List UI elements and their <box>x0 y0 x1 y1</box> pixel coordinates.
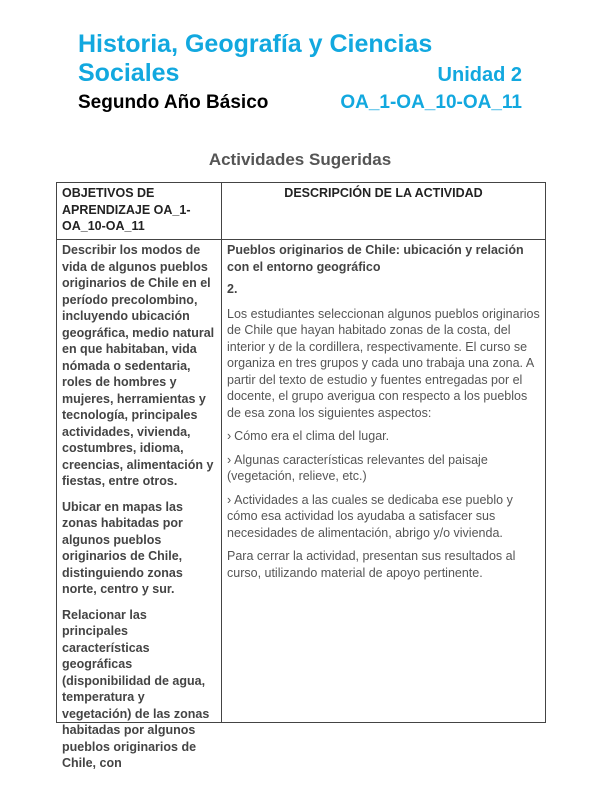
activity-number: 2. <box>227 282 238 296</box>
document-header <box>78 30 528 114</box>
objective-item: Relacionar las principales características geográficas (disponibilidad de agua, temperatura y vegetación) de las zonas habitadas por algunos pueblos originarios de Chile, con <box>62 607 210 770</box>
objective-item: Describir los modos de vida de algunos pueblos originarios de Chile en el período precolombino, incluyendo ubicación geográfica, medio natural en que habitaban, vida nómada o sedentaria, roles de hombres y mujeres, herramientas y tecnología, principales actividades, vivienda, costumbres, idioma, creencias, alimentación y fiestas, entre otros. <box>62 243 215 488</box>
subject-title-line-2: Sociales <box>78 59 180 87</box>
activity-bullet <box>227 492 540 542</box>
objectives-cell <box>57 240 222 770</box>
subject-title-row <box>78 59 528 88</box>
oa-codes: OA_1-OA_10-OA_11 <box>340 92 522 113</box>
activity-title: Pueblos originarios de Chile: ubicación y relación con el entorno geográfico <box>227 243 524 274</box>
bullet-mark: › <box>227 429 232 443</box>
bullet-text: Cómo era el clima del lugar. <box>234 429 390 443</box>
bullet-mark: › <box>227 452 232 467</box>
activities-table <box>56 182 546 770</box>
bullet-text: Algunas características relevantes del paisaje (vegetación, relieve, etc.) <box>227 452 488 483</box>
subject-title-line-1: Historia, Geografía y Ciencias <box>78 30 433 58</box>
objectives-list <box>62 242 216 770</box>
description-column-header: DESCRIPCIÓN DE LA ACTIVIDAD <box>222 183 546 240</box>
activity-description-cell <box>222 240 546 723</box>
activity-bullet <box>227 428 540 445</box>
grade-row <box>78 92 528 114</box>
grade-label: Segundo Año Básico <box>78 92 269 113</box>
bullet-text: Actividades a las cuales se dedicaba ese pueblo y cómo esa actividad los ayudaba a satisfacer sus necesidades de alimentación, abrigo y/o vivienda. <box>227 492 513 540</box>
table-header-row <box>57 183 546 240</box>
objectives-column-header: OBJETIVOS DE APRENDIZAJE OA_1-OA_10-OA_11 <box>57 183 222 240</box>
table-body-row <box>57 240 546 723</box>
unit-label: Unidad 2 <box>437 64 522 86</box>
section-title: Actividades Sugeridas <box>208 150 392 169</box>
activity-bullet <box>227 452 540 485</box>
activity-intro: Los estudiantes seleccionan algunos pueblos originarios de Chile que hayan habitado zonas de la costa, del interior y de la cordillera, respectivamente. El curso se organiza en tres grupos y cada uno trabaja una zona. A partir del texto de estudio y fuentes entregadas por el docente, el grupo averigua con respecto a los pueblos de esa zona los siguientes aspectos: <box>227 306 540 420</box>
objective-item: Ubicar en mapas las zonas habitadas por algunos pueblos originarios de Chile, distinguiendo zonas norte, centro y sur. <box>62 499 183 596</box>
activity-closing: Para cerrar la actividad, presentan sus resultados al curso, utilizando material de apoyo pertinente. <box>227 549 516 580</box>
bullet-mark: › <box>227 492 232 507</box>
